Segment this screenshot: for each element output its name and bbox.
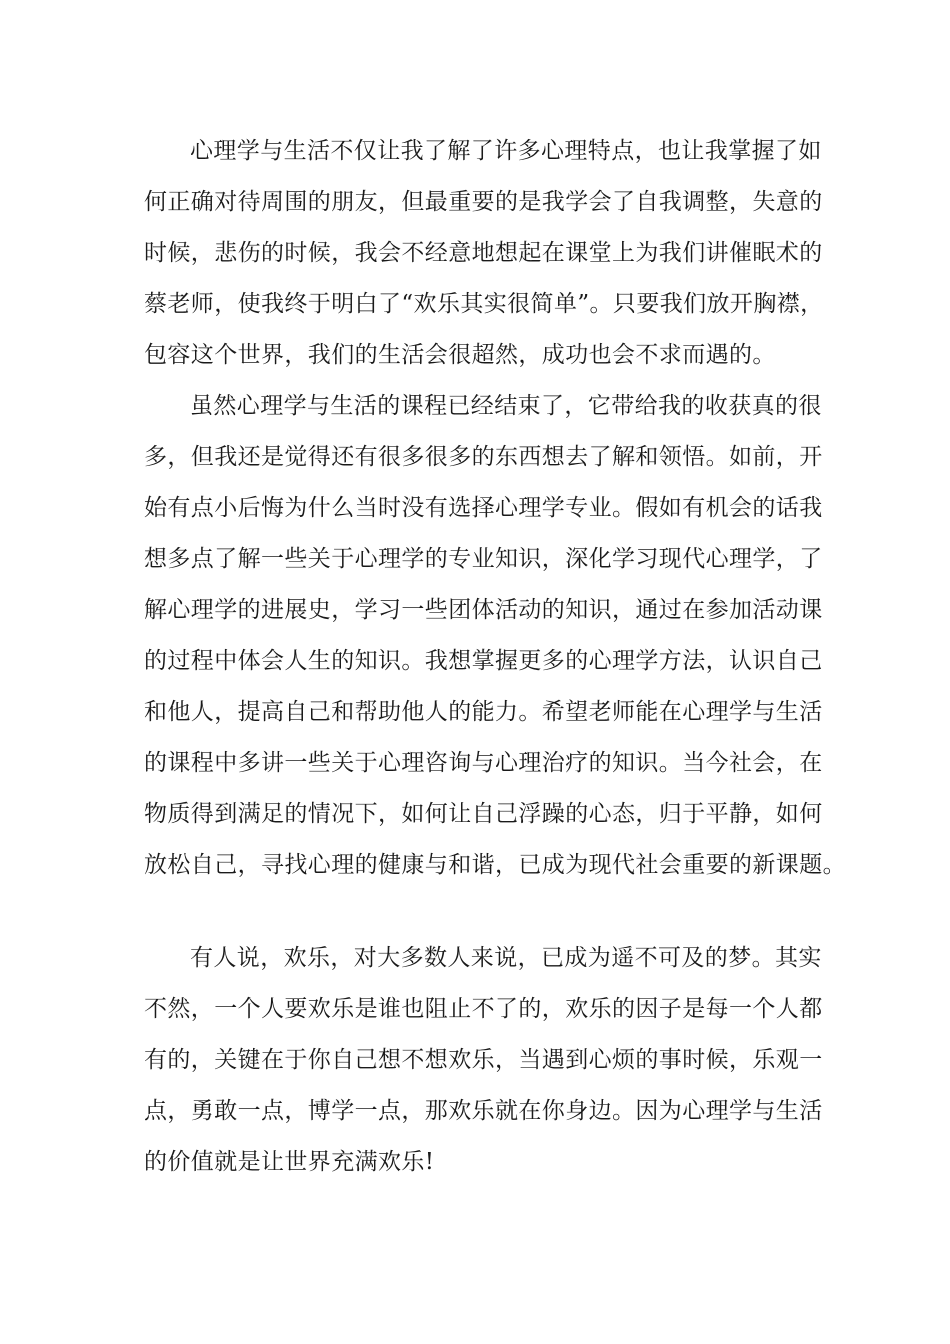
paragraph-3 <box>144 933 823 1188</box>
text-line: 有人说，欢乐，对大多数人来说，已成为遥不可及的梦。其实 <box>190 945 822 971</box>
text-line: 何正确对待周围的朋友，但最重要的是我学会了自我调整，失意的 <box>144 189 823 215</box>
text-line: 不然，一个人要欢乐是谁也阻止不了的，欢乐的因子是每一个人都 <box>144 996 823 1022</box>
text-line: 的价值就是让世界充满欢乐! <box>144 1149 435 1175</box>
text-line: 多，但我还是觉得还有很多很多的东西想去了解和领悟。如前，开 <box>144 444 823 470</box>
text-line: 放松自己，寻找心理的健康与和谐，已成为现代社会重要的新课题。 <box>144 852 846 878</box>
text-line: 虽然心理学与生活的课程已经结束了，它带给我的收获真的很 <box>190 393 822 419</box>
paragraph-spacer <box>144 891 820 933</box>
text-line: 点，勇敢一点，博学一点，那欢乐就在你身边。因为心理学与生活 <box>144 1098 823 1124</box>
text-line: 有的，关键在于你自己想不想欢乐，当遇到心烦的事时候，乐观一 <box>144 1047 823 1073</box>
text-line: 始有点小后悔为什么当时没有选择心理学专业。假如有机会的话我 <box>144 495 823 521</box>
text-line: 的课程中多讲一些关于心理咨询与心理治疗的知识。当今社会，在 <box>144 750 823 776</box>
paragraph-1 <box>144 126 824 381</box>
document-body <box>144 126 846 1188</box>
text-line: 包容这个世界，我们的生活会很超然，成功也会不求而遇的。 <box>144 342 776 368</box>
text-line: 的过程中体会人生的知识。我想掌握更多的心理学方法，认识自己 <box>144 648 823 674</box>
text-line: 和他人，提高自己和帮助他人的能力。希望老师能在心理学与生活 <box>144 699 823 725</box>
text-line: 时候，悲伤的时候，我会不经意地想起在课堂上为我们讲催眠术的 <box>144 240 823 266</box>
text-line: 想多点了解一些关于心理学的专业知识，深化学习现代心理学，了 <box>144 546 823 572</box>
text-line: 蔡老师，使我终于明白了“欢乐其实很简单”。只要我们放开胸襟， <box>144 291 824 317</box>
text-line: 物质得到满足的情况下，如何让自己浮躁的心态，归于平静，如何 <box>144 801 823 827</box>
text-line: 心理学与生活不仅让我了解了许多心理特点，也让我掌握了如 <box>190 138 822 164</box>
paragraph-2 <box>144 381 846 891</box>
text-line: 解心理学的进展史，学习一些团体活动的知识，通过在参加活动课 <box>144 597 823 623</box>
